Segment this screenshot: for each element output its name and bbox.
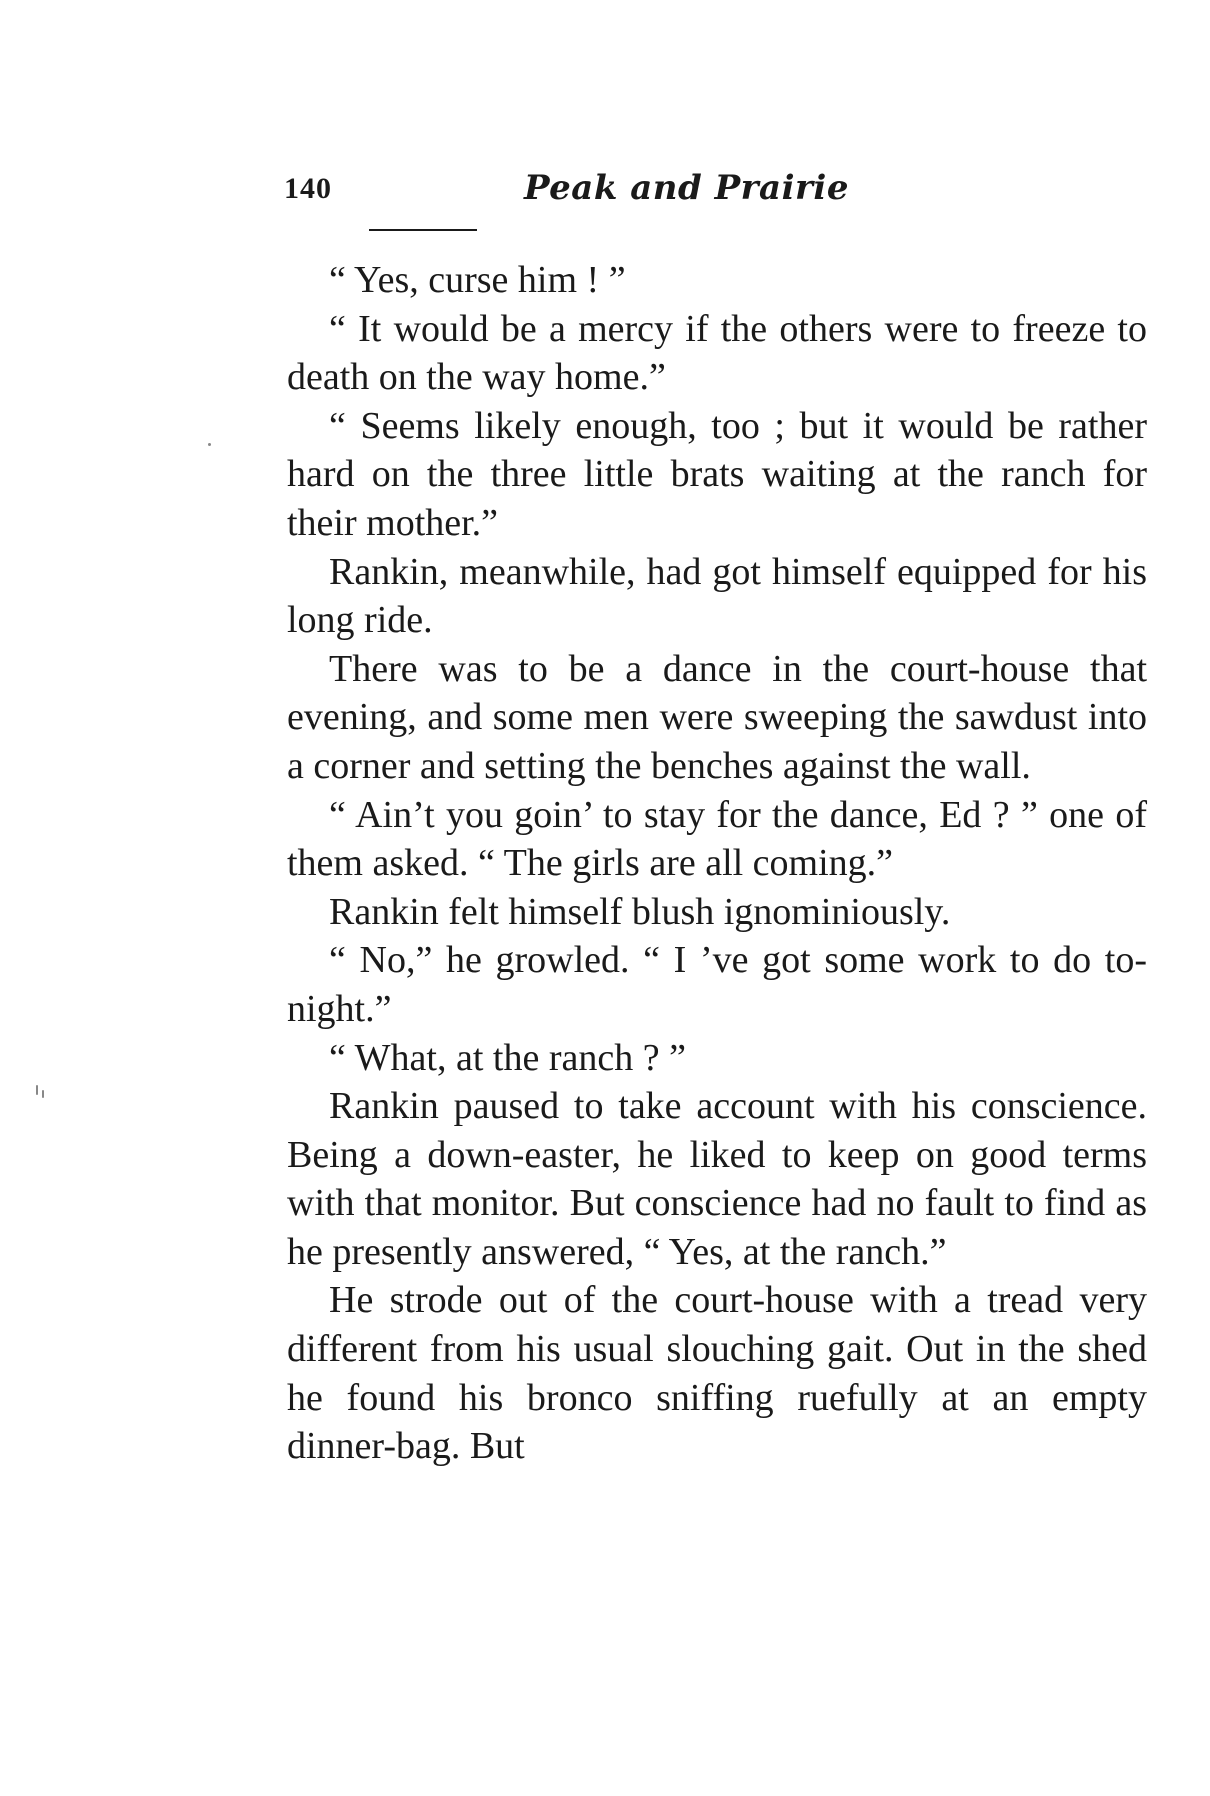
book-title: Peak and Prairie xyxy=(524,168,849,208)
page-number: 140 xyxy=(284,172,332,205)
body-text xyxy=(287,256,1147,1471)
paragraph: Rankin, meanwhile, had got himself equipped for his long ride. xyxy=(287,550,1147,642)
paper-speck xyxy=(36,1085,38,1095)
paragraph: Rankin paused to take account with his conscience. Being a down-easter, he liked to keep on good terms with that monitor. But conscience had no fault to find as he presently answered, “ Yes, at the ranch.” xyxy=(287,1085,1147,1273)
paragraph: “ No,” he growled. “ I ’ve got some work to do to-night.” xyxy=(287,939,1147,1030)
paper-speck xyxy=(208,443,211,446)
paragraph: He strode out of the court-house with a tread very different from his usual slouching gait. Out in the shed he found his bronco sniffing ruefully at an empty dinner-bag. But xyxy=(287,1279,1147,1468)
paragraph: Rankin felt himself blush ignominiously. xyxy=(329,890,951,933)
paragraph: There was to be a dance in the court-house that evening, and some men were sweeping the sawdust into a corner and setting the benches against the wall. xyxy=(287,647,1147,787)
running-head xyxy=(284,168,1152,218)
paragraph: “ Ain’t you goin’ to stay for the dance, Ed ? ” one of them asked. “ The girls are all coming.” xyxy=(287,793,1147,885)
header-rule xyxy=(369,229,477,231)
paper-speck xyxy=(42,1090,44,1098)
paragraph: “ Yes, curse him ! ” xyxy=(329,259,626,301)
paragraph: “ It would be a mercy if the others were to freeze to death on the way home.” xyxy=(287,307,1147,399)
paragraph: “ What, at the ranch ? ” xyxy=(329,1036,686,1079)
paragraph: “ Seems likely enough, too ; but it would be rather hard on the three little brats waiting at the ranch for their mother.” xyxy=(287,404,1147,544)
